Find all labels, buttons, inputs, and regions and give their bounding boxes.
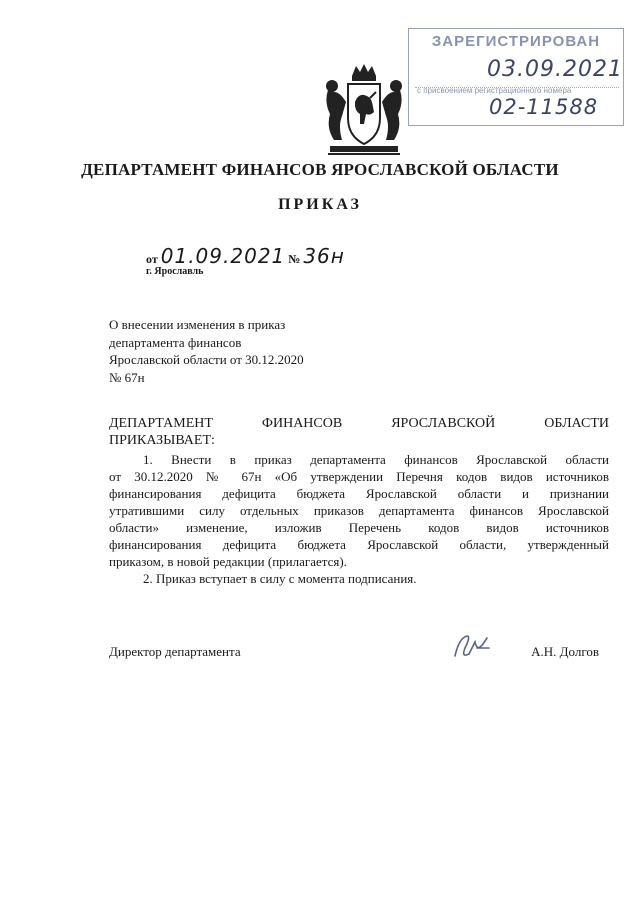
stamp-title: ЗАРЕГИСТРИРОВАН <box>431 33 601 50</box>
order-body <box>109 451 609 587</box>
order-date: 01.09.2021 <box>160 244 286 268</box>
item-line: утратившими силу отдельных приказов департамента финансов Ярославской <box>109 503 609 518</box>
item-line: финансирования дефицита бюджета Ярославской области, утвержденный <box>109 537 609 552</box>
coat-of-arms-icon <box>318 62 410 158</box>
department-title: ДЕПАРТАМЕНТ ФИНАНСОВ ЯРОСЛАВСКОЙ ОБЛАСТИ <box>81 160 559 179</box>
subject-line: О внесении изменения в приказ <box>109 317 286 332</box>
signer-position: Директор департамента <box>109 644 241 659</box>
from-label: от <box>146 252 158 266</box>
subject-block <box>109 316 304 386</box>
orders-word: ФИНАНСОВ <box>261 416 343 431</box>
signer-name: А.Н. Долгов <box>531 644 599 659</box>
item-line: области» изменение, изложив Перечень кодов видов источников <box>109 520 609 535</box>
subject-line: Ярославской области от 30.12.2020 <box>109 352 304 367</box>
order-date-number <box>146 244 345 268</box>
orders-word: ДЕПАРТАМЕНТ <box>109 416 213 431</box>
orders-heading <box>109 415 609 449</box>
subject-line: № 67н <box>109 369 145 385</box>
subject-line: департамента финансов <box>109 334 242 350</box>
number-label: № <box>288 252 301 266</box>
registration-stamp <box>408 28 624 126</box>
item-line: финансирования дефицита бюджета Ярославской области и признании <box>109 486 609 501</box>
city: г. Ярославль <box>146 266 204 277</box>
item-line: 1. Внести в приказ департамента финансов Ярославской области <box>143 452 609 467</box>
stamp-date: 03.09.2021 <box>487 57 623 82</box>
orders-word: ЯРОСЛАВСКОЙ <box>391 416 496 431</box>
order-item-1 <box>109 451 609 570</box>
stamp-number: 02-11588 <box>489 95 599 119</box>
document-type: ПРИКАЗ <box>278 196 362 213</box>
item-line: от 30.12.2020 № 67н «Об утверждении Перечня кодов видов источников <box>109 469 609 484</box>
orders-word: ОБЛАСТИ <box>544 416 609 431</box>
stamp-note: с присвоением регистрационного номера <box>417 86 572 95</box>
item-line: приказом, в новой редакции (прилагается). <box>109 554 347 569</box>
orders-verb: ПРИКАЗЫВАЕТ: <box>109 433 215 448</box>
handwritten-signature <box>449 630 491 666</box>
order-number: 36н <box>303 244 345 268</box>
order-item-2: 2. Приказ вступает в силу с момента подписания. <box>143 571 417 586</box>
